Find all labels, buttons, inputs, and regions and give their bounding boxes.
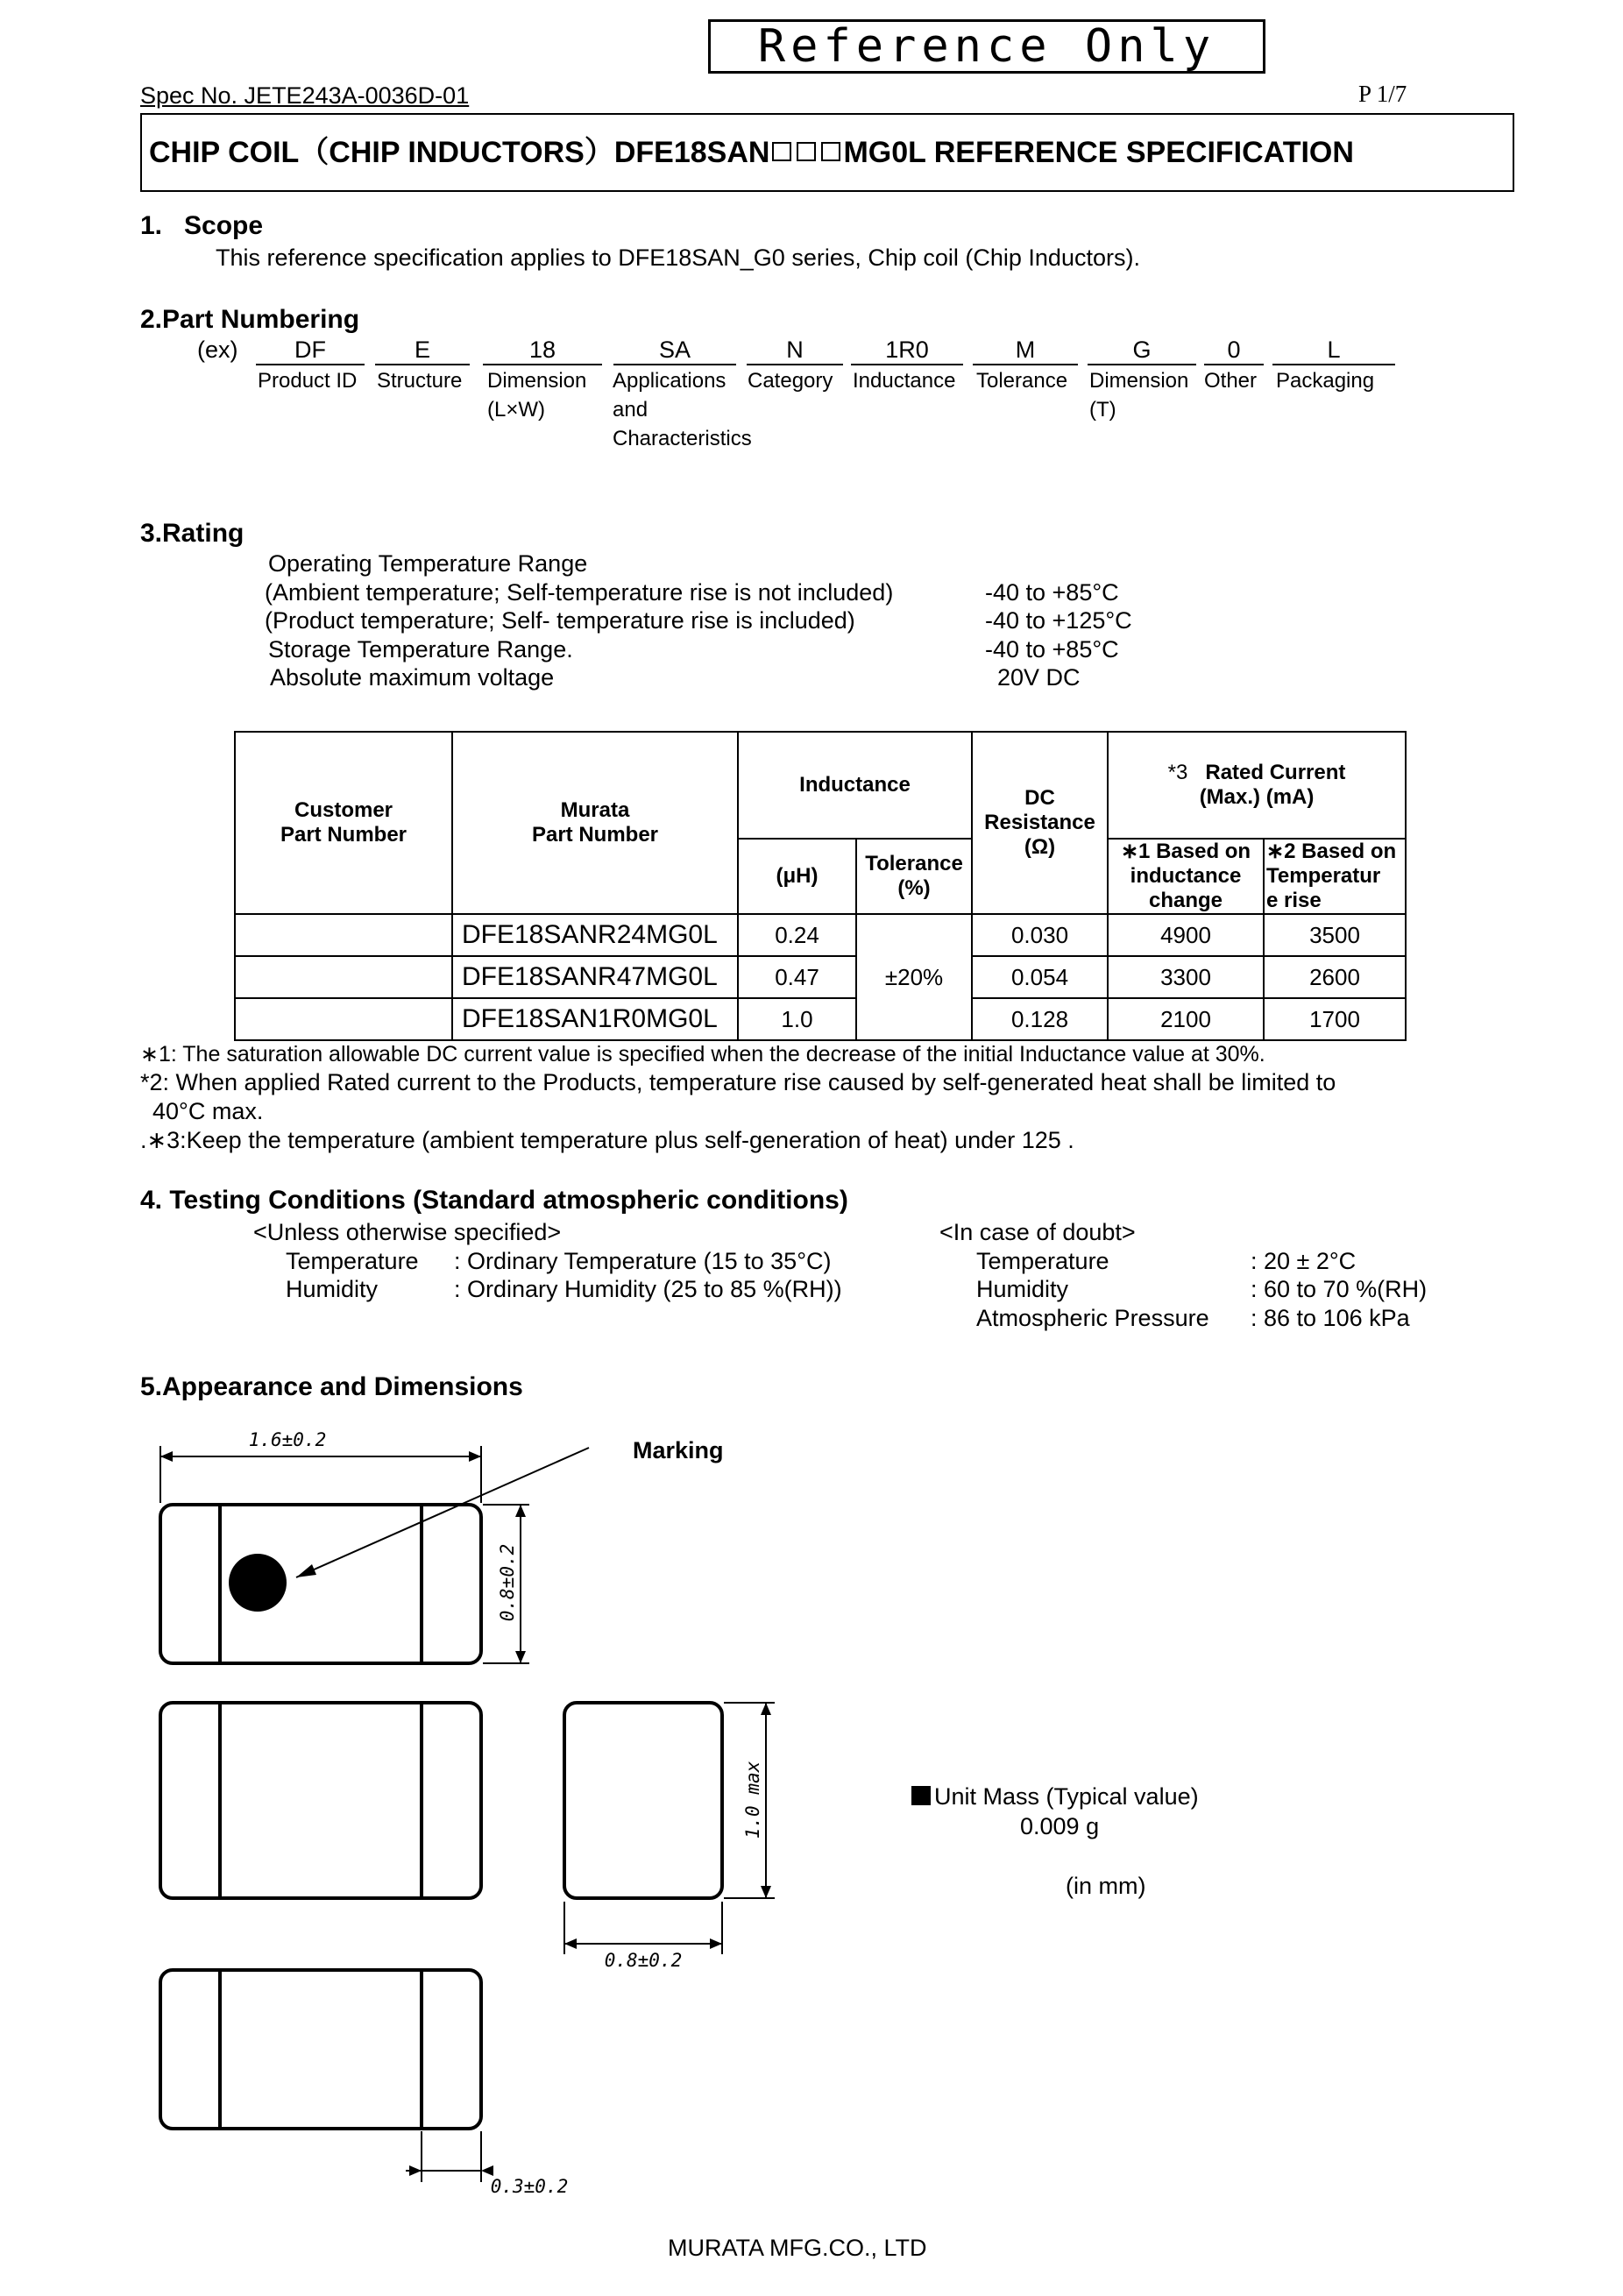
unit-mass-label: [911, 1783, 1199, 1811]
footer-company: MURATA MFG.CO., LTD: [668, 2235, 927, 2261]
header-ind-line1: ∗1 Based on: [1120, 840, 1251, 863]
testing-value: : 60 to 70 %(RH): [1251, 1276, 1428, 1302]
rating-value: -40 to +125°C: [985, 607, 1132, 634]
pn-label-applications-line3: Characteristics: [613, 427, 752, 450]
pn-value-applications: SA: [613, 336, 736, 365]
cell-rated-temp: 1700: [1264, 998, 1406, 1040]
header-rated-title: Rated Current: [1205, 761, 1346, 784]
header-ind-line2: inductance: [1130, 864, 1242, 888]
part-numbering-ex: (ex): [197, 337, 238, 363]
header-inductance: Inductance: [738, 732, 972, 839]
marking-arrowhead-icon: [296, 1564, 316, 1577]
side-view-body: [160, 1703, 481, 1898]
arrowhead-icon: [761, 1886, 771, 1898]
pn-label-product-id: Product ID: [258, 369, 358, 393]
rating-label: Storage Temperature Range.: [268, 636, 573, 663]
title-part-b: MG0L REFERENCE SPECIFICATION: [843, 136, 1354, 169]
arrowhead-icon: [160, 1451, 173, 1462]
testing-doubt: <In case of doubt>: [939, 1219, 1136, 1245]
cell-rated-temp: 2600: [1264, 956, 1406, 998]
testing-heading: 4. Testing Conditions (Standard atmospheric conditions): [140, 1186, 848, 1215]
cell-murata-part: DFE18SAN1R0MG0L: [452, 998, 738, 1040]
pn-label-applications-line1: Applications: [613, 369, 726, 393]
rating-label: (Ambient temperature; Self-temperature rise is not included): [265, 579, 894, 606]
reference-only-stamp: Reference Only: [708, 19, 1265, 74]
rating-value: -40 to +85°C: [985, 579, 1119, 606]
marking-label: Marking: [633, 1437, 724, 1463]
cell-dc-resistance: 0.054: [972, 956, 1108, 998]
header-rated-star: *3: [1167, 761, 1188, 784]
pn-value-other: 0: [1204, 336, 1264, 365]
end-view-body: [564, 1703, 722, 1898]
testing-value: : Ordinary Humidity (25 to 85 %(RH)): [454, 1276, 842, 1302]
rating-label: Operating Temperature Range: [268, 550, 588, 577]
marking-dot-icon: [229, 1554, 287, 1612]
pn-value-inductance: 1R0: [851, 336, 963, 365]
pn-value-product-id: DF: [256, 336, 365, 365]
cell-murata-part: DFE18SANR47MG0L: [452, 956, 738, 998]
cell-rated-inductance: 4900: [1108, 914, 1264, 956]
part-numbering-heading: 2.Part Numbering: [140, 305, 360, 334]
pn-value-packaging: L: [1272, 336, 1395, 365]
header-tol-line1: Tolerance: [865, 852, 963, 875]
title-part-a: CHIP COIL（CHIP INDUCTORS）DFE18SAN: [149, 136, 770, 169]
pn-label-inductance: Inductance: [853, 369, 956, 393]
testing-value: : Ordinary Temperature (15 to 35°C): [454, 1248, 832, 1274]
note-1: ∗1: The saturation allowable DC current value is specified when the decrease of the initial Inductance value at 30%.: [140, 1042, 1265, 1067]
header-dc-line2: Resistance: [984, 811, 1095, 834]
pn-value-dimension: 18: [483, 336, 602, 365]
header-uh: (μH): [738, 839, 856, 914]
dim-electrode-label: 0.3±0.2: [490, 2176, 569, 2197]
header-ind-line3: change: [1149, 889, 1223, 912]
testing-value: : 20 ± 2°C: [1251, 1248, 1357, 1274]
cell-rated-inductance: 2100: [1108, 998, 1264, 1040]
rating-label: (Product temperature; Self- temperature rise is included): [265, 607, 855, 634]
top-view-body: [160, 1505, 481, 1663]
arrowhead-icon: [761, 1703, 771, 1715]
header-tol-line2: (%): [897, 876, 931, 900]
testing-label: Atmospheric Pressure: [976, 1305, 1209, 1331]
cell-inductance: 1.0: [738, 998, 856, 1040]
cell-rated-temp: 3500: [1264, 914, 1406, 956]
header-temp-line1: ∗2 Based on: [1266, 840, 1397, 863]
header-temp-line3: e rise: [1266, 889, 1322, 912]
pn-label-structure: Structure: [377, 369, 463, 393]
rating-value: -40 to +85°C: [985, 636, 1119, 663]
appearance-heading: 5.Appearance and Dimensions: [140, 1372, 523, 1401]
scope-text: This reference specification applies to DFE18SAN_G0 series, Chip coil (Chip Inductors).: [216, 244, 1140, 271]
arrowhead-icon: [515, 1505, 526, 1517]
header-dc-line3: (Ω): [1024, 835, 1056, 859]
pn-label-other: Other: [1204, 369, 1258, 393]
dim-height-label: 1.0 max: [742, 1761, 763, 1839]
pn-label-dimension-t-line1: Dimension: [1089, 369, 1189, 393]
cell-murata-part: DFE18SANR24MG0L: [452, 914, 738, 956]
arrowhead-icon: [515, 1651, 526, 1663]
cell-inductance: 0.47: [738, 956, 856, 998]
header-customer-line1: Customer: [294, 798, 393, 822]
dim-length-label: 1.6±0.2: [248, 1429, 327, 1450]
note-2-continued: 40°C max.: [152, 1098, 264, 1124]
cell-dc-resistance: 0.030: [972, 914, 1108, 956]
pn-value-dimension-t: G: [1088, 336, 1196, 365]
arrowhead-icon: [409, 2165, 422, 2176]
arrowhead-icon: [481, 2165, 493, 2176]
note-2: *2: When applied Rated current to the Products, temperature rise caused by self-generated heat shall be limited to: [140, 1069, 1336, 1095]
testing-value: : 86 to 106 kPa: [1251, 1305, 1410, 1331]
dim-width-label: 0.8±0.2: [497, 1543, 518, 1622]
pn-label-dimension-line2: (L×W): [487, 398, 545, 422]
pn-label-category: Category: [748, 369, 833, 393]
dim-depth-label: 0.8±0.2: [604, 1950, 683, 1971]
page-number: P 1/7: [1358, 81, 1407, 107]
header-murata-line2: Part Number: [531, 823, 659, 847]
arrowhead-icon: [469, 1451, 481, 1462]
header-temp-line2: Temperatur: [1266, 864, 1381, 888]
header-rated-line2: (Max.) (mA): [1199, 785, 1315, 809]
pn-label-tolerance: Tolerance: [976, 369, 1068, 393]
pn-label-packaging: Packaging: [1276, 369, 1375, 393]
unit-mass-text: Unit Mass (Typical value): [934, 1783, 1199, 1810]
arrowhead-icon: [710, 1938, 722, 1949]
cell-tolerance: ±20%: [856, 914, 972, 1040]
header-murata-line1: Murata: [560, 798, 630, 822]
testing-label: Temperature: [976, 1248, 1109, 1274]
cell-rated-inductance: 3300: [1108, 956, 1264, 998]
pn-value-category: N: [747, 336, 843, 365]
pn-label-applications-line2: and: [613, 398, 648, 422]
testing-label: Temperature: [286, 1248, 419, 1274]
pn-label-dimension-t-line2: (T): [1089, 398, 1116, 422]
testing-unless: <Unless otherwise specified>: [253, 1219, 562, 1245]
pn-label-dimension-line1: Dimension: [487, 369, 587, 393]
unit-mass-value: 0.009 g: [1020, 1813, 1100, 1839]
scope-heading: 1. Scope: [140, 211, 264, 240]
rating-heading: 3.Rating: [140, 519, 245, 548]
filled-square-icon: [911, 1786, 931, 1805]
pn-value-tolerance: M: [973, 336, 1078, 365]
rating-value: 20V DC: [997, 664, 1081, 691]
marking-leader-line: [296, 1448, 589, 1577]
spec-number: Spec No. JETE243A-0036D-01: [140, 82, 470, 109]
cell-dc-resistance: 0.128: [972, 998, 1108, 1040]
header-customer-line2: Part Number: [280, 823, 408, 847]
cell-inductance: 0.24: [738, 914, 856, 956]
testing-label: Humidity: [976, 1276, 1069, 1302]
rating-label: Absolute maximum voltage: [270, 664, 555, 691]
bottom-view-body: [160, 1970, 481, 2129]
arrowhead-icon: [564, 1938, 577, 1949]
pn-value-structure: E: [375, 336, 470, 365]
header-dc-line1: DC: [1024, 786, 1055, 810]
note-3: .∗3:Keep the temperature (ambient temperature plus self-generation of heat) under 125 .: [140, 1127, 1074, 1153]
testing-label: Humidity: [286, 1276, 379, 1302]
unit-note: (in mm): [1066, 1873, 1146, 1899]
